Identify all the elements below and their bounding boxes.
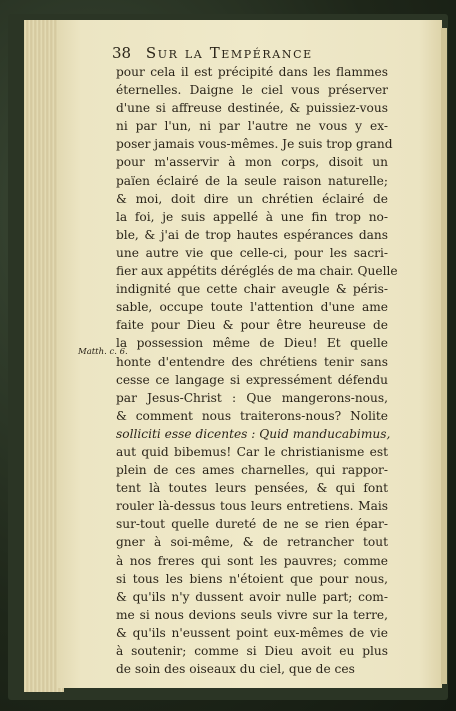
text-line: une autre vie que celle-ci, pour les sacri- bbox=[116, 245, 388, 260]
text-line: & moi, doit dire un chrétien éclairé de bbox=[116, 191, 388, 206]
text-line: aut quid bibemus! Car le christianisme est bbox=[116, 444, 388, 459]
text-line-latin: solliciti esse dicentes : Quid manducabimus, bbox=[116, 426, 391, 441]
text-line: poser jamais vous-mêmes. Je suis trop grand bbox=[116, 137, 393, 152]
text-line: indignité que cette chair aveugle & péris- bbox=[116, 282, 388, 297]
text-line: la possession même de Dieu! Et quelle bbox=[116, 336, 388, 351]
text-line: faite pour Dieu & pour être heureuse de bbox=[116, 318, 388, 333]
text-line: sur-tout quelle dureté de ne se rien épar- bbox=[116, 517, 388, 532]
text-line: & qu'ils n'eussent point eux-mêmes de vie bbox=[116, 625, 388, 640]
running-title: Sur la Tempérance bbox=[145, 44, 313, 62]
margin-citation: Matth. c. 6. bbox=[78, 347, 128, 357]
text-line: me si nous devions seuls vivre sur la terre, bbox=[116, 607, 388, 622]
text-line: ble, & j'ai de trop hautes espérances dans bbox=[116, 227, 388, 242]
text-line: cesse ce langage si expressément défendu bbox=[116, 372, 388, 387]
text-line: par Jesus-Christ : Que mangerons-nous, bbox=[116, 390, 388, 405]
text-line: de soin des oiseaux du ciel, que de ces bbox=[116, 662, 355, 677]
text-line: à soutenir; comme si Dieu avoit eu plus bbox=[116, 644, 388, 658]
body-text bbox=[116, 63, 398, 678]
text-line: à nos freres qui sont les pauvres; comme bbox=[116, 553, 388, 568]
page-number: 38 bbox=[112, 44, 132, 62]
text-line: païen éclairé de la seule raison naturelle; bbox=[116, 173, 388, 188]
text-line: & comment nous traiterons-nous? Nolite bbox=[116, 408, 388, 423]
text-line: & qu'ils n'y dussent avoir nulle part; com- bbox=[116, 589, 388, 604]
text-line: sable, occupe toute l'attention d'une ame bbox=[116, 300, 388, 315]
text-line: pour m'asservir à mon corps, disoit un bbox=[116, 155, 388, 170]
text-line: plein de ces ames charnelles, qui rappor- bbox=[116, 463, 388, 478]
text-line: fier aux appétits déréglés de ma chair. Quelle bbox=[116, 264, 398, 279]
text-line: rouler là-dessus tous leurs entretiens. Mais bbox=[116, 499, 388, 514]
text-line: si tous les biens n'étoient que pour nous, bbox=[116, 571, 388, 586]
text-line: éternelles. Daigne le ciel vous préserver bbox=[116, 83, 388, 98]
running-header bbox=[112, 44, 313, 62]
text-line: d'une si affreuse destinée, & puissiez-vous bbox=[116, 101, 388, 116]
text-line: honte d'entendre des chrétiens tenir sans bbox=[116, 354, 388, 369]
text-line: pour cela il est précipité dans les flammes bbox=[116, 65, 388, 79]
text-line: tent là toutes leurs pensées, & qui font bbox=[116, 481, 388, 496]
text-line: ni par l'un, ni par l'autre ne vous y ex- bbox=[116, 119, 388, 134]
right-page-edge bbox=[441, 28, 447, 684]
text-line: gner à soi-même, & de retrancher tout bbox=[116, 535, 388, 550]
text-line: la foi, je suis appellé à une fin trop no- bbox=[116, 209, 388, 224]
